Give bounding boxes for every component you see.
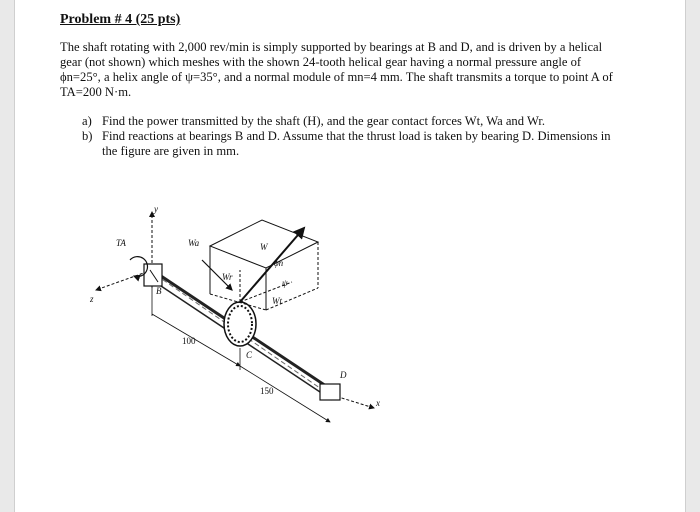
label-y: y [154,204,158,214]
label-x: x [376,398,380,408]
label-z: z [90,294,94,304]
question-marker: a) [82,114,92,128]
viewer-right-border [685,0,700,512]
question-item-b [82,129,620,159]
question-text: Find the power transmitted by the shaft (H), and the gear contact forces Wt, Wa and Wr. [102,114,545,128]
viewer-left-border [0,0,15,512]
force-W-arrow [240,228,304,302]
label-B: B [156,286,162,296]
dimension-label-100: 100 [182,336,196,346]
label-Wt: Wt [272,296,282,306]
question-list [60,114,620,159]
dimension-label-150: 150 [260,386,274,396]
label-phi-n: ϕn [274,258,284,268]
question-item-a [82,114,620,129]
bearing-D [320,384,340,400]
shaft-diagram [82,198,402,438]
dimension-150 [240,366,330,422]
shaft-figure [82,198,402,438]
label-C: C [246,350,253,360]
question-marker: b) [82,129,93,143]
label-W: W [260,242,268,252]
label-Wa: Wa [188,238,200,248]
problem-statement: The shaft rotating with 2,000 rev/min is simply supported by bearings at B and D, and is driven by a helical gear (not shown) which meshes with the shown 24-tooth helical gear having a normal pressure angle of ϕn=25°, a helix angle of ψ=35°, and a normal module of mn=4 mm. The shaft transmits a torque to point A of TA=200 N·m. [60,40,613,99]
question-text: Find reactions at bearings B and D. Assume that the thrust load is taken by bearing D. Dimensions in the figure are given in mm. [102,129,611,158]
label-D: D [340,370,347,380]
label-Wr: Wr [222,272,233,282]
label-psi: ψ [282,278,288,288]
problem-title: Problem # 4 (25 pts) [60,12,181,27]
label-TA: TA [116,238,126,248]
problem-page [60,12,620,159]
